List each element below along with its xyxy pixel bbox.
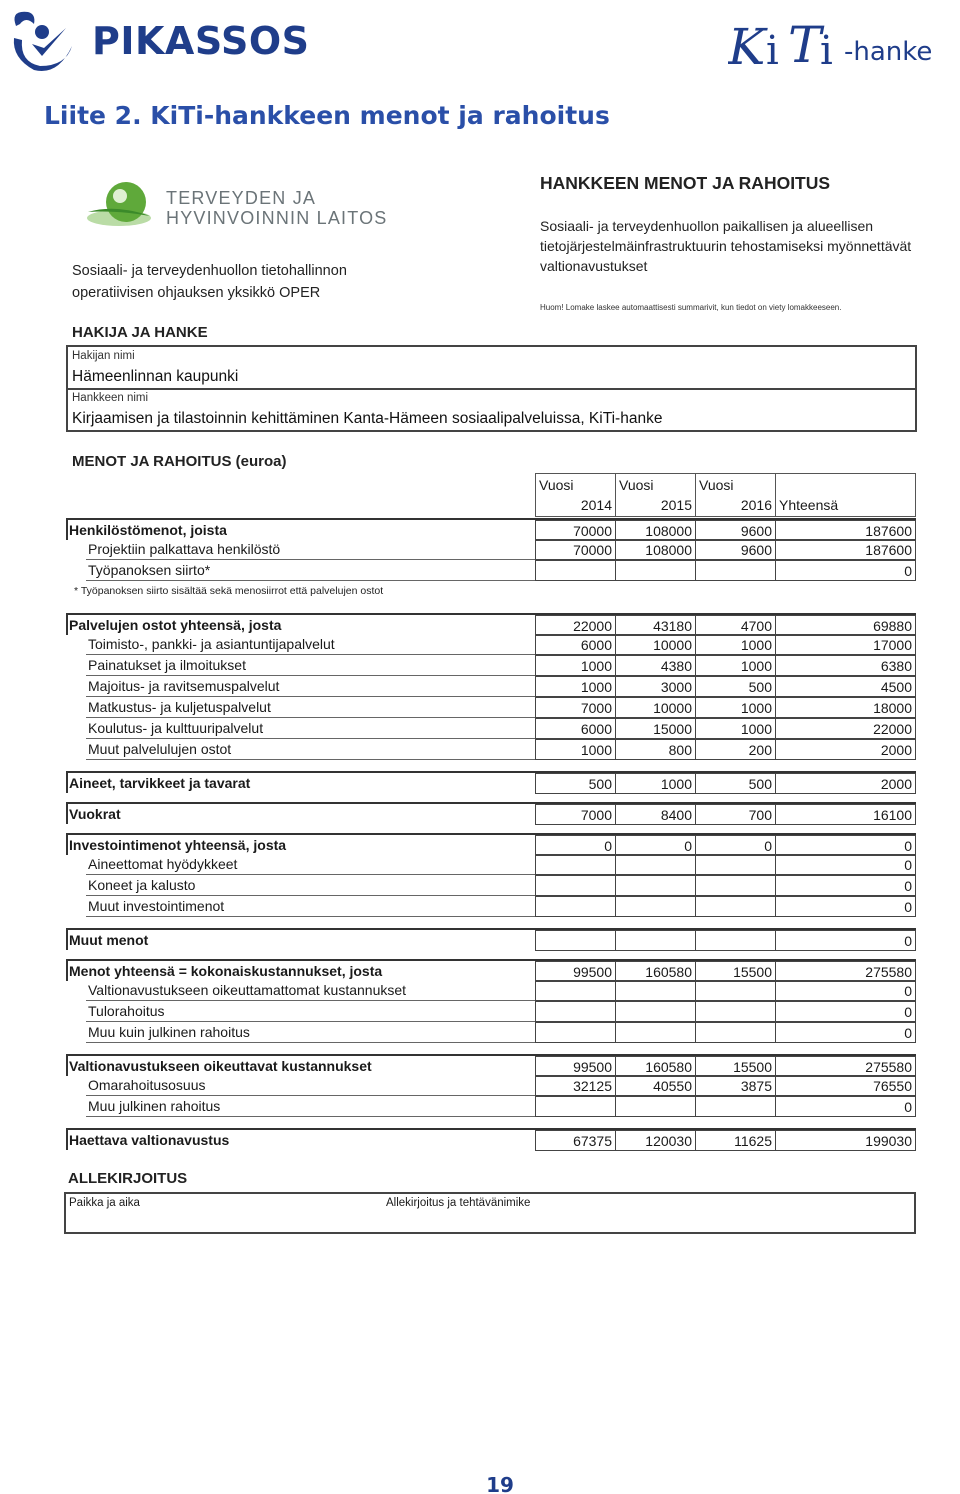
table-row (66, 655, 916, 676)
pikassos-logo-text: PIKASSOS (92, 19, 310, 63)
row-label: Haettava valtionavustus (69, 1132, 230, 1148)
svg-text:i: i (766, 28, 779, 74)
row-border (66, 928, 68, 950)
value-cell (536, 981, 616, 1000)
value-cell (536, 561, 616, 580)
value-cell: 18000 (873, 700, 912, 716)
value-cell (616, 855, 696, 874)
form-heading: HANKKEEN MENOT JA RAHOITUS (540, 173, 831, 193)
row-values (535, 1022, 916, 1043)
table-row (66, 518, 916, 539)
value-cell: 0 (536, 836, 616, 855)
value-cell (616, 897, 696, 916)
row-values (535, 718, 916, 739)
row-label: Työpanoksen siirto* (88, 562, 211, 578)
column-header: Vuosi 2015 (616, 474, 696, 516)
value-cell: 2000 (880, 776, 912, 792)
value-cell: 1000 (536, 740, 616, 759)
value-cell (696, 981, 776, 1000)
value-cell: 500 (696, 677, 776, 696)
value-cell: 800 (616, 740, 696, 759)
value-cell: 0 (904, 1004, 912, 1020)
value-cell: 69880 (873, 618, 912, 634)
page-title: Liite 2. KiTi-hankkeen menot ja rahoitus (44, 101, 610, 130)
row-label: Valtionavustukseen oikeuttavat kustannukset (69, 1058, 372, 1074)
row-values (535, 930, 916, 951)
svg-text:T: T (788, 16, 822, 74)
value-cell: 1000 (696, 656, 776, 675)
value-cell: 76550 (873, 1078, 912, 1094)
value-cell (696, 1023, 776, 1042)
row-values (535, 615, 916, 636)
value-cell: 22000 (873, 721, 912, 737)
value-cell: 1000 (696, 635, 776, 654)
value-cell: 4500 (880, 679, 912, 695)
table-row (66, 613, 916, 634)
table-row (66, 1022, 916, 1043)
value-cell (616, 876, 696, 895)
value-cell (616, 931, 696, 950)
page-number: 19 (486, 1473, 514, 1494)
value-cell (696, 1097, 776, 1116)
footnote: * Työpanoksen siirto sisältää sekä menosiirrot että palvelujen ostot (74, 585, 384, 597)
row-border (66, 771, 68, 793)
row-border (66, 1128, 68, 1150)
value-cell: 40550 (616, 1076, 696, 1095)
thl-logo-text: TERVEYDEN JA HYVINVOINNIN LAITOS (166, 188, 388, 228)
table-row (66, 1096, 916, 1117)
row-values (535, 520, 916, 541)
value-cell: 160580 (616, 962, 696, 981)
box-divider (68, 388, 915, 390)
row-values (535, 835, 916, 856)
value-cell: 17000 (873, 637, 912, 653)
row-values (535, 539, 916, 560)
value-cell: 70000 (536, 540, 616, 559)
row-label: Palvelujen ostot yhteensä, josta (69, 617, 282, 633)
value-cell: 15000 (616, 719, 696, 738)
row-values (535, 676, 916, 697)
row-values (535, 1001, 916, 1022)
table-row (66, 1054, 916, 1075)
value-cell: 0 (904, 1025, 912, 1041)
row-label: Matkustus- ja kuljetuspalvelut (88, 699, 271, 715)
value-cell: 1000 (696, 698, 776, 717)
row-border (66, 833, 68, 855)
value-cell: 200 (696, 740, 776, 759)
value-cell: 187600 (865, 542, 912, 558)
value-cell: 199030 (865, 1133, 912, 1149)
row-label: Muut palvelulujen ostot (88, 741, 232, 757)
table-row (66, 1128, 916, 1149)
row-values (535, 896, 916, 917)
row-values (535, 1075, 916, 1096)
value-cell (536, 897, 616, 916)
row-values (535, 634, 916, 655)
value-cell: 15500 (696, 962, 776, 981)
value-cell (616, 561, 696, 580)
value-cell: 32125 (536, 1076, 616, 1095)
table-row (66, 560, 916, 581)
row-label: Valtionavustukseen oikeuttamattomat kustannukset (88, 982, 407, 998)
value-cell: 275580 (865, 964, 912, 980)
row-label: Muut menot (69, 932, 149, 948)
row-values (535, 961, 916, 982)
value-cell: 4380 (616, 656, 696, 675)
row-border (66, 802, 68, 824)
row-values (535, 697, 916, 718)
value-cell: 0 (904, 933, 912, 949)
value-cell: 3875 (696, 1076, 776, 1095)
value-cell (696, 855, 776, 874)
value-cell: 8400 (616, 805, 696, 824)
value-cell: 108000 (616, 540, 696, 559)
table-row (66, 1001, 916, 1022)
value-cell: 1000 (616, 774, 696, 793)
table-row (66, 833, 916, 854)
row-label: Muut investointimenot (88, 898, 225, 914)
value-cell: 0 (904, 899, 912, 915)
svg-text:K: K (728, 18, 766, 76)
value-cell: 0 (904, 983, 912, 999)
row-values (535, 1056, 916, 1077)
value-cell: 160580 (616, 1057, 696, 1076)
row-values (535, 804, 916, 825)
value-cell: 0 (904, 838, 912, 854)
value-cell: 70000 (536, 521, 616, 540)
row-values (535, 739, 916, 760)
value-cell (536, 931, 616, 950)
row-values (535, 773, 916, 794)
row-label: Aineettomat hyödykkeet (88, 856, 238, 872)
row-label: Omarahoitusosuus (88, 1077, 206, 1093)
value-cell: 6000 (536, 635, 616, 654)
row-label: Painatukset ja ilmoitukset (88, 657, 246, 673)
column-header: Yhteensä (779, 497, 839, 513)
value-cell: 10000 (616, 635, 696, 654)
row-border (66, 1054, 68, 1076)
section-costs-heading: MENOT JA RAHOITUS (euroa) (72, 453, 287, 470)
row-label: Toimisto-, pankki- ja asiantuntijapalvelut (88, 636, 335, 652)
signature-name-label: Allekirjoitus ja tehtävänimike (386, 1197, 531, 1209)
signature-place-label: Paikka ja aika (69, 1197, 140, 1209)
value-cell (616, 1023, 696, 1042)
thl-globe-icon (86, 178, 152, 234)
value-cell (536, 1023, 616, 1042)
table-row (66, 718, 916, 739)
row-label: Muu julkinen rahoitus (88, 1098, 221, 1114)
value-cell (536, 1002, 616, 1021)
value-cell (616, 981, 696, 1000)
table-row (66, 896, 916, 917)
row-label: Projektiin palkattava henkilöstö (88, 541, 281, 557)
table-row (66, 928, 916, 949)
table-row (66, 1075, 916, 1096)
value-cell: 1000 (536, 656, 616, 675)
table-row (66, 771, 916, 792)
row-values (535, 1130, 916, 1151)
value-cell: 0 (904, 1099, 912, 1115)
value-cell: 500 (696, 774, 776, 793)
table-row (66, 959, 916, 980)
row-label: Muu kuin julkinen rahoitus (88, 1024, 250, 1040)
value-cell: 43180 (616, 616, 696, 635)
svg-text:i: i (820, 28, 833, 74)
value-cell: 6000 (536, 719, 616, 738)
value-cell: 67375 (536, 1131, 616, 1150)
table-row (66, 697, 916, 718)
value-cell: 11625 (696, 1131, 776, 1150)
row-label: Koneet ja kalusto (88, 877, 196, 893)
section-signature-heading: ALLEKIRJOITUS (68, 1170, 188, 1187)
form-note: Huom! Lomake laskee automaattisesti summarivit, kun tiedot on viety lomakkeeseen. (540, 303, 842, 312)
row-label: Investointimenot yhteensä, josta (69, 837, 287, 853)
table-header (535, 473, 916, 517)
table-row (66, 854, 916, 875)
project-value: Kirjaamisen ja tilastoinnin kehittäminen Kanta-Hämeen sosiaalipalveluissa, KiTi-hanke (72, 410, 663, 427)
value-cell: 700 (696, 805, 776, 824)
value-cell: 4700 (696, 616, 776, 635)
row-values (535, 560, 916, 581)
row-values (535, 875, 916, 896)
value-cell: 0 (904, 878, 912, 894)
organization-name: Sosiaali- ja terveydenhuollon tietohallinnon operatiivisen ohjauksen yksikkö OPER (72, 263, 347, 301)
value-cell: 22000 (536, 616, 616, 635)
value-cell: 1000 (536, 677, 616, 696)
value-cell: 99500 (536, 962, 616, 981)
table-row (66, 739, 916, 760)
value-cell (616, 1097, 696, 1116)
table-row (66, 539, 916, 560)
value-cell (696, 931, 776, 950)
value-cell: 9600 (696, 521, 776, 540)
row-label: Vuokrat (69, 806, 121, 822)
svg-text:-hanke: -hanke (844, 37, 933, 67)
row-border (66, 613, 68, 635)
value-cell: 0 (904, 857, 912, 873)
row-values (535, 1096, 916, 1117)
applicant-box (66, 345, 917, 432)
row-label: Aineet, tarvikkeet ja tavarat (69, 775, 251, 791)
value-cell: 500 (536, 774, 616, 793)
section-applicant-heading: HAKIJA JA HANKE (72, 324, 208, 341)
value-cell: 3000 (616, 677, 696, 696)
value-cell (616, 1002, 696, 1021)
value-cell (696, 561, 776, 580)
value-cell: 99500 (536, 1057, 616, 1076)
value-cell (696, 1002, 776, 1021)
row-label: Henkilöstömenot, joista (69, 522, 227, 538)
row-values (535, 854, 916, 875)
value-cell: 187600 (865, 523, 912, 539)
row-label: Tulorahoitus (88, 1003, 165, 1019)
row-label: Koulutus- ja kulttuuripalvelut (88, 720, 264, 736)
value-cell (696, 897, 776, 916)
value-cell: 1000 (696, 719, 776, 738)
column-header: Vuosi 2016 (696, 474, 776, 516)
value-cell (536, 855, 616, 874)
table-row (66, 875, 916, 896)
value-cell: 108000 (616, 521, 696, 540)
value-cell: 7000 (536, 698, 616, 717)
value-cell: 10000 (616, 698, 696, 717)
row-border (66, 959, 68, 981)
table-row (66, 634, 916, 655)
value-cell: 0 (616, 836, 696, 855)
table-row (66, 676, 916, 697)
table-row (66, 980, 916, 1001)
value-cell: 15500 (696, 1057, 776, 1076)
value-cell: 7000 (536, 805, 616, 824)
value-cell (536, 1097, 616, 1116)
project-label: Hankkeen nimi (72, 392, 149, 404)
value-cell (696, 876, 776, 895)
form-description: Sosiaali- ja terveydenhuollon paikallisen ja alueellisen tietojärjestelmäinfrastruktuurin tehostamiseksi myönnettävät valtionavustukset (540, 218, 912, 274)
value-cell: 0 (696, 836, 776, 855)
row-border (66, 518, 68, 540)
value-cell: 120030 (616, 1131, 696, 1150)
signature-box (64, 1192, 916, 1234)
value-cell (536, 876, 616, 895)
column-header: Vuosi 2014 (536, 474, 616, 516)
value-cell: 6380 (880, 658, 912, 674)
value-cell: 0 (904, 563, 912, 579)
row-values (535, 980, 916, 1001)
applicant-value: Hämeenlinnan kaupunki (72, 368, 239, 385)
value-cell: 16100 (873, 807, 912, 823)
value-cell: 275580 (865, 1059, 912, 1075)
row-label: Majoitus- ja ravitsemuspalvelut (88, 678, 280, 694)
applicant-label: Hakijan nimi (72, 350, 135, 362)
row-label: Menot yhteensä = kokonaiskustannukset, josta (69, 963, 383, 979)
row-values (535, 655, 916, 676)
value-cell: 9600 (696, 540, 776, 559)
value-cell: 2000 (880, 742, 912, 758)
table-row (66, 802, 916, 823)
